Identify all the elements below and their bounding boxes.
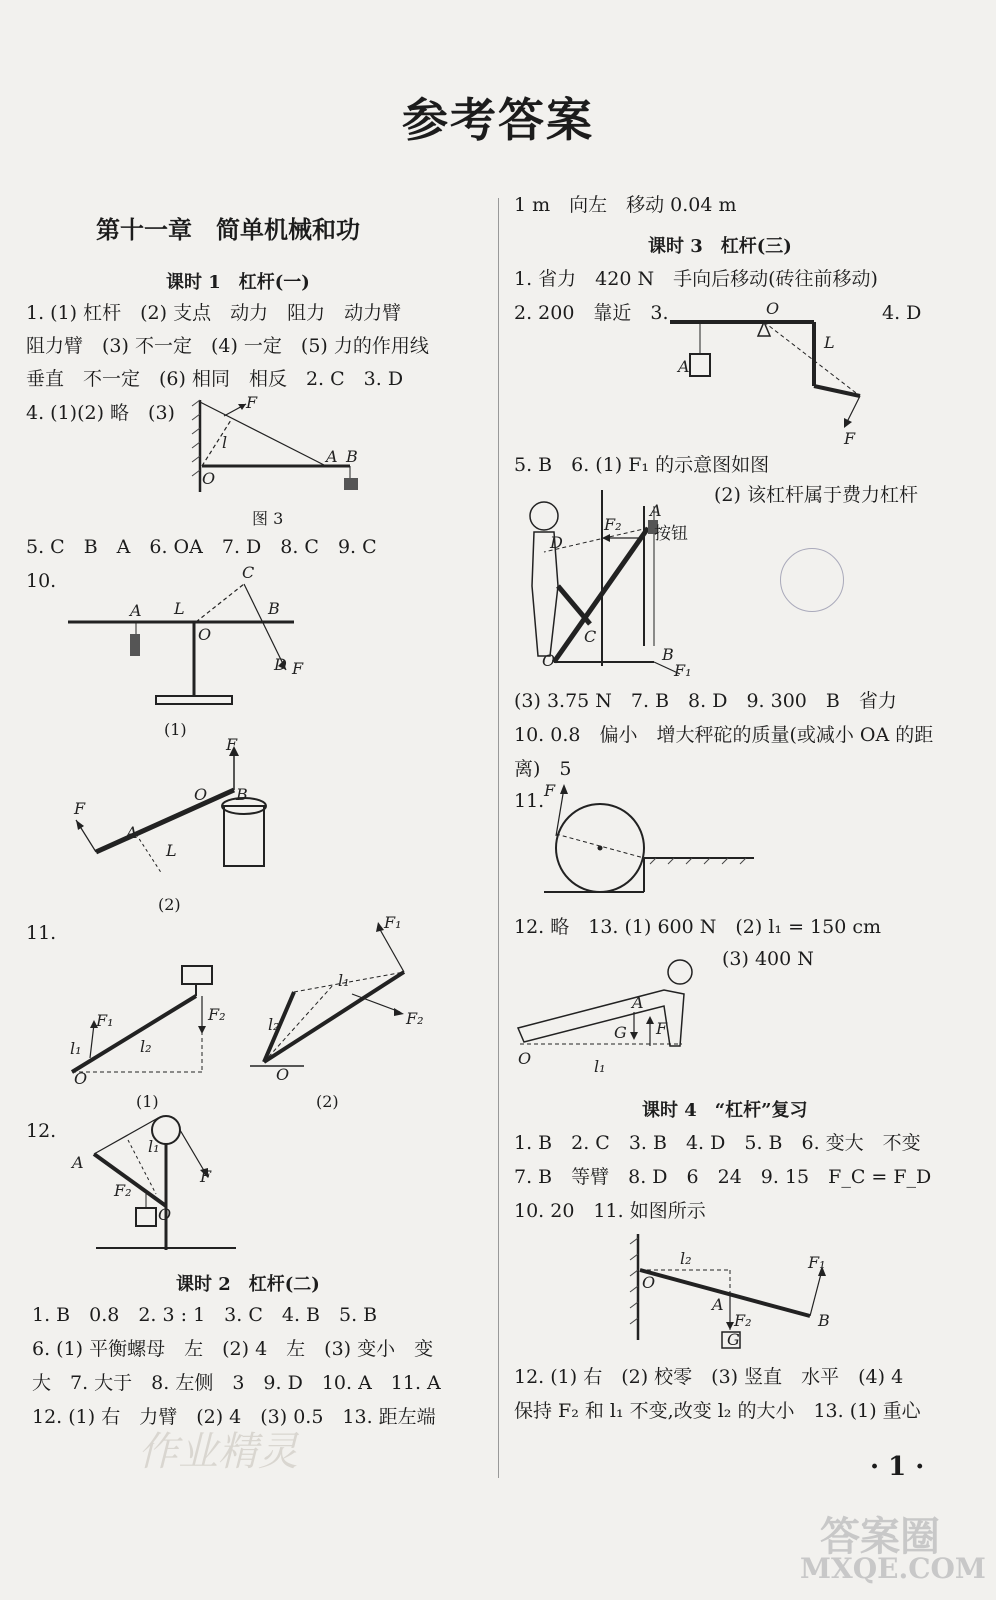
figure-pulley-lever [66,1108,266,1258]
svg-text:F: F [226,735,238,754]
svg-text:G: G [614,1023,627,1042]
svg-text:O: O [202,469,216,488]
svg-text:F₁: F₁ [808,1253,826,1272]
text-line: 阻力臂 (3) 不一定 (4) 一定 (5) 力的作用线 [26,335,429,357]
figure-wall-rod [624,1230,844,1360]
text-line: 12. (1) 右 力臂 (2) 4 (3) 0.5 13. 距左端 [32,1406,436,1428]
svg-text:l₂: l₂ [140,1037,152,1056]
text-line: 5. B 6. (1) F₁ 的示意图如图 [514,454,770,476]
svg-text:C: C [584,627,597,646]
text-line: 1 m 向左 移动 0.04 m [514,194,737,216]
svg-text:F: F [544,781,556,800]
text-line: (3) 400 N [722,948,814,970]
lesson3-title: 课时 3 杠杆(三) [648,236,792,257]
svg-text:F: F [200,1167,212,1186]
figure-caption: (2) [158,895,181,914]
lesson1-title: 课时 1 杠杆(一) [166,272,310,293]
question-number: 12. [26,1120,57,1142]
text-line: 2. 200 靠近 3. [514,302,669,324]
figure-bent-lever [244,912,424,1084]
svg-text:O: O [766,299,780,318]
svg-text:F₁: F₁ [96,1011,114,1030]
svg-text:A: A [72,1153,84,1172]
watermark: 作业精灵 [138,1429,298,1475]
svg-text:l₂: l₂ [268,1015,280,1034]
svg-text:A: A [126,823,138,842]
svg-text:F₁: F₁ [674,661,692,680]
figure-pedal-lever [514,486,704,680]
svg-text:l₁: l₁ [148,1137,160,1156]
chapter-title: 第十一章 简单机械和功 [96,215,360,244]
svg-text:F: F [74,799,86,818]
figure-pump-lever [66,735,306,890]
svg-text:O: O [542,651,556,670]
svg-text:l₁: l₁ [338,971,350,990]
text-line: (3) 3.75 N 7. B 8. D 9. 300 B 省力 [514,690,897,712]
figure-wheel-step [544,781,764,894]
figure-caption: 图 3 [252,509,284,528]
svg-text:O: O [74,1069,88,1088]
svg-text:B: B [236,785,248,804]
figure-caption: (2) [316,1092,339,1111]
svg-text:A: A [712,1295,724,1314]
button-label: 按钮 [654,524,688,544]
text-line: 大 7. 大于 8. 左侧 3 9. D 10. A 11. A [32,1372,441,1394]
svg-text:O: O [642,1273,656,1292]
text-line: 5. C B A 6. OA 7. D 8. C 9. C [26,536,377,558]
svg-text:l: l [222,433,228,452]
lesson4-title: 课时 4 “杠杆”复习 [642,1100,808,1121]
svg-text:O: O [198,625,212,644]
lesson2-title: 课时 2 杠杆(二) [176,1274,320,1295]
svg-text:F: F [844,429,856,448]
svg-text:A: A [326,447,338,466]
text-line: 离) 5 [514,758,572,780]
svg-text:O: O [276,1065,290,1084]
text-line: 1. B 2. C 3. B 4. D 5. B 6. 变大 不变 [514,1132,921,1154]
stamp [780,548,844,612]
svg-text:O: O [194,785,208,804]
question-number: 11. [26,922,57,944]
svg-text:A: A [130,601,142,620]
figure-pushup [514,950,704,1080]
text-line: 1. B 0.8 2. 3 : 1 3. C 4. B 5. B [32,1304,378,1326]
question-number: 11. [514,790,545,812]
watermark-logo: 答案圈 [820,1513,940,1560]
svg-text:F₂: F₂ [406,1009,424,1028]
svg-text:F: F [246,393,258,412]
svg-text:O: O [518,1049,532,1068]
question-number: 10. [26,570,57,592]
svg-text:O: O [158,1205,172,1224]
text-line: 4. D [882,302,922,324]
svg-text:L: L [166,841,177,860]
svg-text:L: L [174,599,185,618]
svg-text:l₁: l₁ [70,1039,82,1058]
text-line: 1. 省力 420 N 手向后移动(砖往前移动) [514,268,878,290]
column-divider [498,198,499,1478]
svg-text:F: F [292,659,304,678]
svg-text:D: D [550,533,563,552]
svg-text:A: A [650,501,662,520]
svg-text:G: G [727,1330,740,1349]
figure-caption: (1) [136,1092,159,1111]
svg-text:l₁: l₁ [594,1057,606,1076]
svg-text:D: D [274,655,287,674]
text-line: 1. (1) 杠杆 (2) 支点 动力 阻力 动力臂 [26,302,402,324]
svg-text:F₂: F₂ [208,1005,226,1024]
figure-bent-rod [664,296,874,446]
page-title: 参考答案 [402,93,594,147]
figure-caption: (1) [164,720,187,739]
svg-text:F₂: F₂ [114,1181,132,1200]
svg-text:A: A [678,357,690,376]
text-line: 4. (1)(2) 略 (3) [26,402,175,424]
page-number: · 1 · [870,1452,925,1482]
text-line: 12. 略 13. (1) 600 N (2) l₁ = 150 cm [514,916,882,938]
svg-text:F₁: F₁ [384,913,402,932]
svg-text:F₂: F₂ [734,1311,752,1330]
svg-text:A: A [632,993,644,1012]
svg-text:L: L [824,333,835,352]
text-line: 7. B 等臂 8. D 6 24 9. 15 F_C = F_D [514,1166,932,1188]
text-line: 10. 20 11. 如图所示 [514,1200,706,1222]
svg-text:B: B [818,1311,830,1330]
text-line: 12. (1) 右 (2) 校零 (3) 竖直 水平 (4) 4 [514,1366,904,1388]
text-line: 保持 F₂ 和 l₁ 不变,改变 l₂ 的大小 13. (1) 重心 [514,1400,921,1422]
svg-text:F₂: F₂ [604,515,622,534]
text-line: (2) 该杠杆属于费力杠杆 [714,484,918,506]
text-line: 垂直 不一定 (6) 相同 相反 2. C 3. D [26,368,404,390]
svg-text:C: C [242,563,255,582]
figure-selfie-stick [66,960,236,1088]
svg-text:B: B [268,599,280,618]
svg-text:l₂: l₂ [680,1249,692,1268]
svg-text:B: B [662,645,674,664]
figure-balance-lever [56,563,304,714]
figure-wall-lever [186,393,358,496]
text-line: 10. 0.8 偏小 增大秤砣的质量(或减小 OA 的距 [514,724,934,746]
watermark-url: MXQE.COM [800,1552,986,1585]
text-line: 6. (1) 平衡螺母 左 (2) 4 左 (3) 变小 变 [32,1338,434,1360]
svg-text:B: B [346,447,358,466]
svg-text:F: F [656,1019,668,1038]
